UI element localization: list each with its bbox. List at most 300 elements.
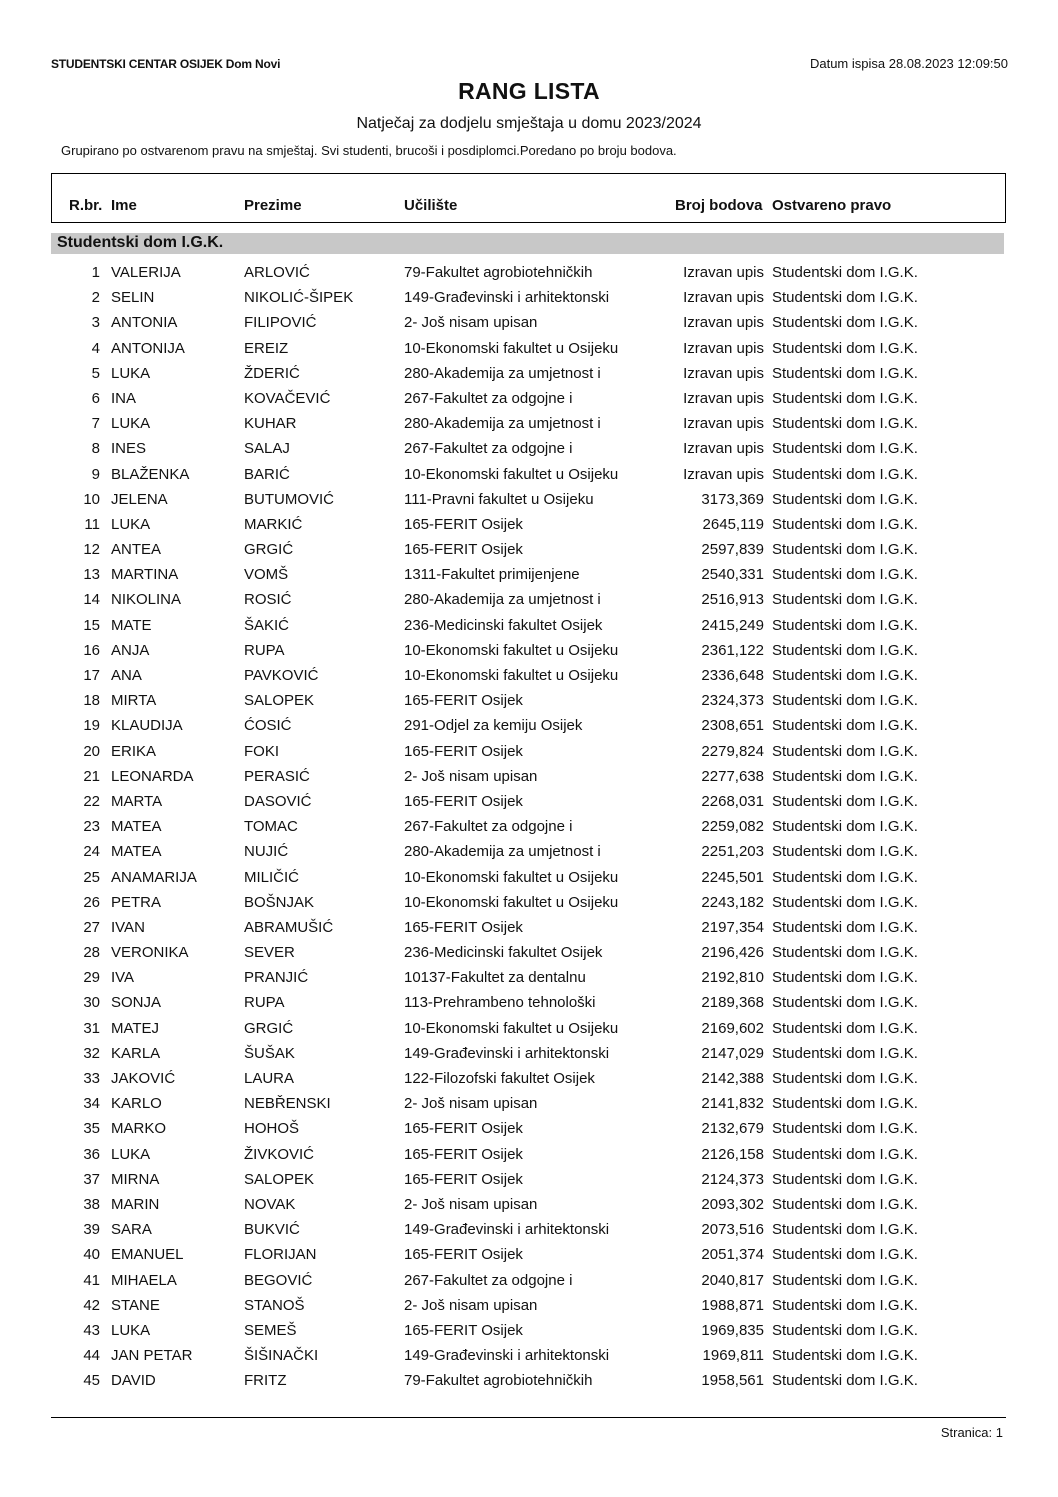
cell-accommodation-right: Studentski dom I.G.K. [772,868,918,886]
cell-institution: 291-Odjel za kemiju Osijek [404,717,583,735]
cell-institution: 267-Fakultet za odgojne i [404,818,573,836]
cell-accommodation-right: Studentski dom I.G.K. [772,566,918,584]
table-row [0,1344,1058,1369]
cell-last-name: KUHAR [244,415,297,433]
cell-points: 2251,203 [701,843,764,861]
cell-first-name: MATE [111,616,152,634]
cell-points: 2277,638 [701,767,764,785]
cell-rank: 13 [83,566,100,584]
cell-institution: 165-FERIT Osijek [404,1246,523,1264]
cell-last-name: STANOŠ [244,1296,305,1314]
cell-first-name: VERONIKA [111,944,189,962]
ranking-table-body [0,261,1058,1394]
group-header [51,233,1004,254]
cell-rank: 24 [83,843,100,861]
cell-accommodation-right: Studentski dom I.G.K. [772,692,918,710]
cell-last-name: DASOVIĆ [244,792,312,810]
table-row [0,1067,1058,1092]
cell-accommodation-right: Studentski dom I.G.K. [772,465,918,483]
cell-accommodation-right: Studentski dom I.G.K. [772,792,918,810]
cell-accommodation-right: Studentski dom I.G.K. [772,1296,918,1314]
cell-first-name: MATEA [111,818,162,836]
cell-points: 2142,388 [701,1070,764,1087]
cell-last-name: HOHOŠ [244,1120,300,1138]
cell-rank: 28 [83,944,100,962]
table-row [0,639,1058,664]
table-row [0,1218,1058,1243]
table-row [0,261,1058,286]
cell-first-name: ERIKA [111,742,157,760]
cell-accommodation-right: Studentski dom I.G.K. [772,1271,918,1289]
cell-institution: 113-Prehrambeno tehnološki [404,994,596,1012]
table-row [0,815,1058,840]
cell-last-name: RUPA [244,641,285,659]
cell-points: 2645,119 [702,515,764,533]
cell-institution: 236-Medicinski fakultet Osijek [404,944,603,962]
table-row [0,1092,1058,1117]
column-header-prezime: Prezime [244,197,302,214]
group-title: Studentski dom I.G.K. [57,234,224,251]
cell-institution: 267-Fakultet za odgojne i [404,440,573,458]
cell-rank: 7 [91,415,100,433]
cell-last-name: LAURA [244,1070,295,1087]
cell-rank: 34 [83,1095,100,1113]
cell-first-name: MATEA [111,843,162,861]
cell-institution: 280-Akademija za umjetnost i [404,591,601,609]
cell-first-name: INES [111,440,147,458]
cell-institution: 122-Filozofski fakultet Osijek [404,1070,595,1087]
table-row [0,1269,1058,1294]
table-row [0,765,1058,790]
cell-accommodation-right: Studentski dom I.G.K. [772,415,918,433]
cell-first-name: SELIN [111,289,155,307]
cell-points: 2169,602 [701,1019,764,1037]
cell-first-name: LUKA [111,515,151,533]
cell-last-name: BARIĆ [244,465,290,483]
cell-rank: 44 [83,1347,100,1365]
cell-points: 2126,158 [701,1145,764,1163]
cell-first-name: EMANUEL [111,1246,184,1264]
cell-points: 2259,082 [701,818,764,836]
cell-first-name: ANAMARIJA [111,868,197,886]
cell-last-name: NUJIĆ [244,843,289,861]
cell-accommodation-right: Studentski dom I.G.K. [772,818,918,836]
table-row [0,1369,1058,1394]
cell-accommodation-right: Studentski dom I.G.K. [772,641,918,659]
organization-title: STUDENTSKI CENTAR OSIJEK Dom Novi [51,57,281,71]
table-row [0,1319,1058,1344]
cell-points: 2189,368 [701,994,764,1012]
cell-last-name: ŽDERIĆ [244,364,300,382]
cell-institution: 165-FERIT Osijek [404,541,523,559]
table-row [0,387,1058,412]
cell-last-name: ŠAKIĆ [244,616,290,634]
table-row [0,1168,1058,1193]
cell-last-name: FRITZ [244,1372,287,1390]
cell-rank: 15 [83,616,100,634]
grouping-note: Grupirano po ostvarenom pravu na smještaj. Svi studenti, brucoši i posdiplomci.Poredano po broju bodova. [61,143,677,158]
cell-last-name: EREIZ [244,339,289,357]
page-subtitle: Natječaj za dodjelu smještaja u domu 2023/2024 [356,115,702,132]
page-number: Stranica: 1 [940,1425,1003,1440]
cell-rank: 25 [83,868,100,886]
cell-institution: 149-Građevinski i arhitektonski [404,1044,610,1062]
cell-first-name: KARLO [111,1095,162,1113]
cell-first-name: MARTA [111,792,163,810]
cell-accommodation-right: Studentski dom I.G.K. [772,389,918,407]
cell-institution: 267-Fakultet za odgojne i [404,389,573,407]
cell-rank: 38 [83,1195,100,1213]
cell-first-name: MARIN [111,1195,160,1213]
cell-institution: 165-FERIT Osijek [404,742,523,760]
cell-last-name: ŠIŠINAČKI [244,1347,319,1365]
cell-points: 2192,810 [701,969,764,987]
cell-institution: 111-Pravni fakultet u Osijeku [404,490,594,508]
table-row [0,916,1058,941]
cell-rank: 37 [83,1170,100,1188]
table-row [0,966,1058,991]
cell-first-name: LUKA [111,1321,151,1339]
cell-first-name: JAKOVIĆ [111,1070,176,1087]
cell-last-name: SEMEŠ [244,1321,297,1339]
cell-rank: 33 [83,1070,100,1087]
cell-accommodation-right: Studentski dom I.G.K. [772,994,918,1012]
cell-accommodation-right: Studentski dom I.G.K. [772,515,918,533]
cell-first-name: STANE [111,1296,160,1314]
cell-points: 1958,561 [701,1372,764,1390]
cell-first-name: NIKOLINA [111,591,182,609]
cell-last-name: MARKIĆ [244,515,303,533]
cell-points: 2040,817 [701,1271,764,1289]
table-row [0,538,1058,563]
table-row [0,740,1058,765]
cell-rank: 43 [83,1321,100,1339]
cell-last-name: PERASIĆ [244,767,310,785]
cell-points: 2196,426 [701,944,764,962]
cell-points: 2093,302 [701,1195,764,1213]
cell-first-name: ANJA [111,641,150,659]
table-row [0,488,1058,513]
cell-points: 3173,369 [701,490,764,508]
cell-first-name: ANTONIJA [111,339,185,357]
table-row [0,891,1058,916]
cell-last-name: TOMAC [244,818,298,836]
cell-first-name: ANA [111,667,142,684]
cell-first-name: IVAN [111,918,145,936]
cell-first-name: DAVID [111,1372,156,1390]
cell-rank: 5 [91,364,100,382]
cell-institution: 165-FERIT Osijek [404,1321,523,1339]
cell-rank: 45 [83,1372,100,1390]
cell-institution: 236-Medicinski fakultet Osijek [404,616,603,634]
cell-rank: 18 [83,692,100,710]
cell-last-name: ĆOSIĆ [244,717,292,735]
cell-last-name: ARLOVIĆ [244,264,310,281]
cell-accommodation-right: Studentski dom I.G.K. [772,893,918,911]
cell-rank: 19 [83,717,100,735]
cell-rank: 30 [83,994,100,1012]
cell-rank: 12 [83,541,100,559]
cell-rank: 22 [83,792,100,810]
cell-last-name: GRGIĆ [244,541,294,559]
cell-last-name: VOMŠ [244,566,289,584]
cell-last-name: NIKOLIĆ-ŠIPEK [244,289,354,307]
cell-institution: 2- Još nisam upisan [404,1095,538,1113]
cell-accommodation-right: Studentski dom I.G.K. [772,1145,918,1163]
cell-points: Izravan upis [683,415,764,433]
cell-first-name: JELENA [111,490,168,508]
cell-last-name: SALOPEK [244,1170,315,1188]
cell-points: 2279,824 [701,742,764,760]
table-row [0,563,1058,588]
cell-institution: 165-FERIT Osijek [404,792,523,810]
cell-points: Izravan upis [683,389,764,407]
cell-rank: 20 [83,742,100,760]
cell-points: 1988,871 [701,1296,764,1314]
cell-points: 2132,679 [701,1120,764,1138]
cell-rank: 2 [91,289,100,307]
table-row [0,463,1058,488]
cell-last-name: FLORIJAN [244,1246,317,1264]
cell-institution: 280-Akademija za umjetnost i [404,843,601,861]
cell-institution: 1311-Fakultet primijenjene [404,566,580,584]
table-row [0,1294,1058,1319]
cell-points: 2516,913 [701,591,764,609]
cell-institution: 10-Ekonomski fakultet u Osijeku [404,868,619,886]
table-row [0,362,1058,387]
cell-accommodation-right: Studentski dom I.G.K. [772,969,918,987]
cell-institution: 2- Još nisam upisan [404,1296,538,1314]
cell-points: Izravan upis [683,314,764,332]
print-date: Datum ispisa 28.08.2023 12:09:50 [809,56,1008,71]
cell-accommodation-right: Studentski dom I.G.K. [772,490,918,508]
table-row [0,588,1058,613]
cell-last-name: NOVAK [244,1195,296,1213]
table-row [0,412,1058,437]
cell-accommodation-right: Studentski dom I.G.K. [772,264,918,281]
table-row [0,337,1058,362]
table-row [0,614,1058,639]
cell-accommodation-right: Studentski dom I.G.K. [772,1321,918,1339]
cell-accommodation-right: Studentski dom I.G.K. [772,1044,918,1062]
page-title: RANG LISTA [458,78,600,104]
cell-accommodation-right: Studentski dom I.G.K. [772,541,918,559]
cell-last-name: BEGOVIĆ [244,1271,313,1289]
cell-points: 2141,832 [701,1095,764,1113]
table-row [0,1117,1058,1142]
cell-institution: 165-FERIT Osijek [404,515,523,533]
cell-points: 2197,354 [701,918,764,936]
cell-accommodation-right: Studentski dom I.G.K. [772,1095,918,1113]
cell-points: Izravan upis [683,465,764,483]
table-row [0,286,1058,311]
cell-rank: 8 [91,440,100,458]
cell-first-name: INA [111,389,137,407]
cell-first-name: LEONARDA [111,767,194,785]
cell-rank: 6 [91,389,100,407]
cell-first-name: LUKA [111,1145,151,1163]
table-row [0,866,1058,891]
cell-accommodation-right: Studentski dom I.G.K. [772,843,918,861]
cell-points: 2268,031 [701,792,764,810]
cell-institution: 165-FERIT Osijek [404,1170,523,1188]
cell-institution: 10-Ekonomski fakultet u Osijeku [404,465,619,483]
cell-first-name: KARLA [111,1044,161,1062]
cell-institution: 2- Još nisam upisan [404,1195,538,1213]
cell-rank: 39 [83,1221,100,1239]
cell-institution: 2- Još nisam upisan [404,767,538,785]
cell-last-name: SEVER [244,944,295,962]
cell-accommodation-right: Studentski dom I.G.K. [772,1019,918,1037]
cell-points: Izravan upis [683,264,764,281]
cell-first-name: SARA [111,1221,152,1239]
cell-last-name: BUTUMOVIĆ [244,490,334,508]
cell-accommodation-right: Studentski dom I.G.K. [772,314,918,332]
column-header-ime: Ime [111,197,137,214]
cell-institution: 149-Građevinski i arhitektonski [404,1221,610,1239]
cell-rank: 29 [83,969,100,987]
cell-accommodation-right: Studentski dom I.G.K. [772,339,918,357]
cell-points: 2324,373 [701,692,764,710]
column-header-pravo: Ostvareno pravo [772,197,892,214]
cell-points: Izravan upis [683,364,764,382]
cell-institution: 149-Građevinski i arhitektonski [404,289,610,307]
cell-first-name: MARKO [111,1120,167,1138]
cell-rank: 35 [83,1120,100,1138]
cell-institution: 165-FERIT Osijek [404,1145,523,1163]
table-row [0,689,1058,714]
cell-rank: 26 [83,893,100,911]
cell-first-name: BLAŽENKA [111,465,190,483]
column-header-uciliste: Učilište [404,197,458,214]
table-row [0,840,1058,865]
cell-first-name: SONJA [111,994,162,1012]
column-header-bodovi: Broj bodova [675,197,763,214]
cell-first-name: MIHAELA [111,1271,177,1289]
cell-institution: 10-Ekonomski fakultet u Osijeku [404,1019,619,1037]
table-row [0,1143,1058,1168]
cell-points: Izravan upis [683,289,764,307]
cell-rank: 27 [83,918,100,936]
cell-accommodation-right: Studentski dom I.G.K. [772,289,918,307]
cell-last-name: ROSIĆ [244,591,292,609]
cell-points: 1969,835 [701,1321,764,1339]
cell-points: 2073,516 [701,1221,764,1239]
table-row [0,790,1058,815]
cell-first-name: MATEJ [111,1019,160,1037]
cell-rank: 4 [91,339,100,357]
cell-last-name: PAVKOVIĆ [244,667,319,684]
cell-rank: 41 [83,1271,100,1289]
cell-points: 2597,839 [701,541,764,559]
cell-accommodation-right: Studentski dom I.G.K. [772,667,918,684]
cell-institution: 79-Fakultet agrobiotehničkih [404,264,593,281]
cell-institution: 165-FERIT Osijek [404,918,523,936]
cell-last-name: BUKVIĆ [244,1221,300,1239]
cell-accommodation-right: Studentski dom I.G.K. [772,918,918,936]
cell-first-name: VALERIJA [111,264,181,281]
column-header-rbr: R.br. [69,197,103,214]
cell-rank: 40 [83,1246,100,1264]
cell-institution: 2- Još nisam upisan [404,314,538,332]
cell-institution: 149-Građevinski i arhitektonski [404,1347,610,1365]
cell-institution: 79-Fakultet agrobiotehničkih [404,1372,593,1390]
table-row [0,1017,1058,1042]
cell-institution: 10-Ekonomski fakultet u Osijeku [404,641,619,659]
cell-last-name: NEBŘENSKI [244,1095,331,1113]
cell-accommodation-right: Studentski dom I.G.K. [772,1170,918,1188]
cell-rank: 9 [91,465,100,483]
cell-first-name: MIRNA [111,1170,160,1188]
cell-accommodation-right: Studentski dom I.G.K. [772,944,918,962]
table-row [0,1042,1058,1067]
cell-first-name: ANTONIA [111,314,178,332]
table-row [0,437,1058,462]
cell-first-name: LUKA [111,364,151,382]
cell-last-name: SALOPEK [244,692,315,710]
cell-rank: 10 [83,490,100,508]
cell-rank: 17 [83,667,100,684]
cell-points: 2415,249 [701,616,764,634]
cell-first-name: MIRTA [111,692,157,710]
cell-last-name: ABRAMUŠIĆ [244,918,334,936]
cell-accommodation-right: Studentski dom I.G.K. [772,616,918,634]
cell-accommodation-right: Studentski dom I.G.K. [772,767,918,785]
cell-institution: 280-Akademija za umjetnost i [404,415,601,433]
table-row [0,664,1058,689]
table-row [0,714,1058,739]
cell-accommodation-right: Studentski dom I.G.K. [772,717,918,735]
cell-rank: 11 [84,515,100,533]
table-row [0,991,1058,1016]
cell-first-name: IVA [111,969,135,987]
cell-last-name: PRANJIĆ [244,969,309,987]
cell-points: Izravan upis [683,440,764,458]
cell-rank: 42 [83,1296,100,1314]
cell-institution: 10-Ekonomski fakultet u Osijeku [404,667,619,684]
footer-rule [51,1417,1006,1418]
cell-points: 2245,501 [701,868,764,886]
cell-institution: 10-Ekonomski fakultet u Osijeku [404,339,619,357]
cell-accommodation-right: Studentski dom I.G.K. [772,1347,918,1365]
cell-points: 2308,651 [701,717,764,735]
cell-first-name: PETRA [111,893,162,911]
cell-accommodation-right: Studentski dom I.G.K. [772,440,918,458]
cell-first-name: KLAUDIJA [111,717,183,735]
cell-accommodation-right: Studentski dom I.G.K. [772,591,918,609]
cell-institution: 267-Fakultet za odgojne i [404,1271,573,1289]
cell-rank: 21 [83,767,100,785]
cell-rank: 32 [83,1044,100,1062]
cell-accommodation-right: Studentski dom I.G.K. [772,742,918,760]
cell-institution: 280-Akademija za umjetnost i [404,364,601,382]
cell-rank: 16 [83,641,100,659]
cell-accommodation-right: Studentski dom I.G.K. [772,1070,918,1087]
cell-last-name: BOŠNJAK [244,893,315,911]
cell-institution: 10-Ekonomski fakultet u Osijeku [404,893,619,911]
cell-last-name: GRGIĆ [244,1019,294,1037]
cell-last-name: FOKI [244,742,280,760]
cell-institution: 165-FERIT Osijek [404,1120,523,1138]
cell-rank: 3 [91,314,100,332]
cell-accommodation-right: Studentski dom I.G.K. [772,1221,918,1239]
cell-points: 2051,374 [701,1246,764,1264]
cell-points: 2336,648 [701,667,764,684]
cell-first-name: MARTINA [111,566,179,584]
cell-points: 2361,122 [701,641,764,659]
cell-institution: 10137-Fakultet za dentalnu [404,969,586,987]
cell-last-name: FILIPOVIĆ [244,314,317,332]
